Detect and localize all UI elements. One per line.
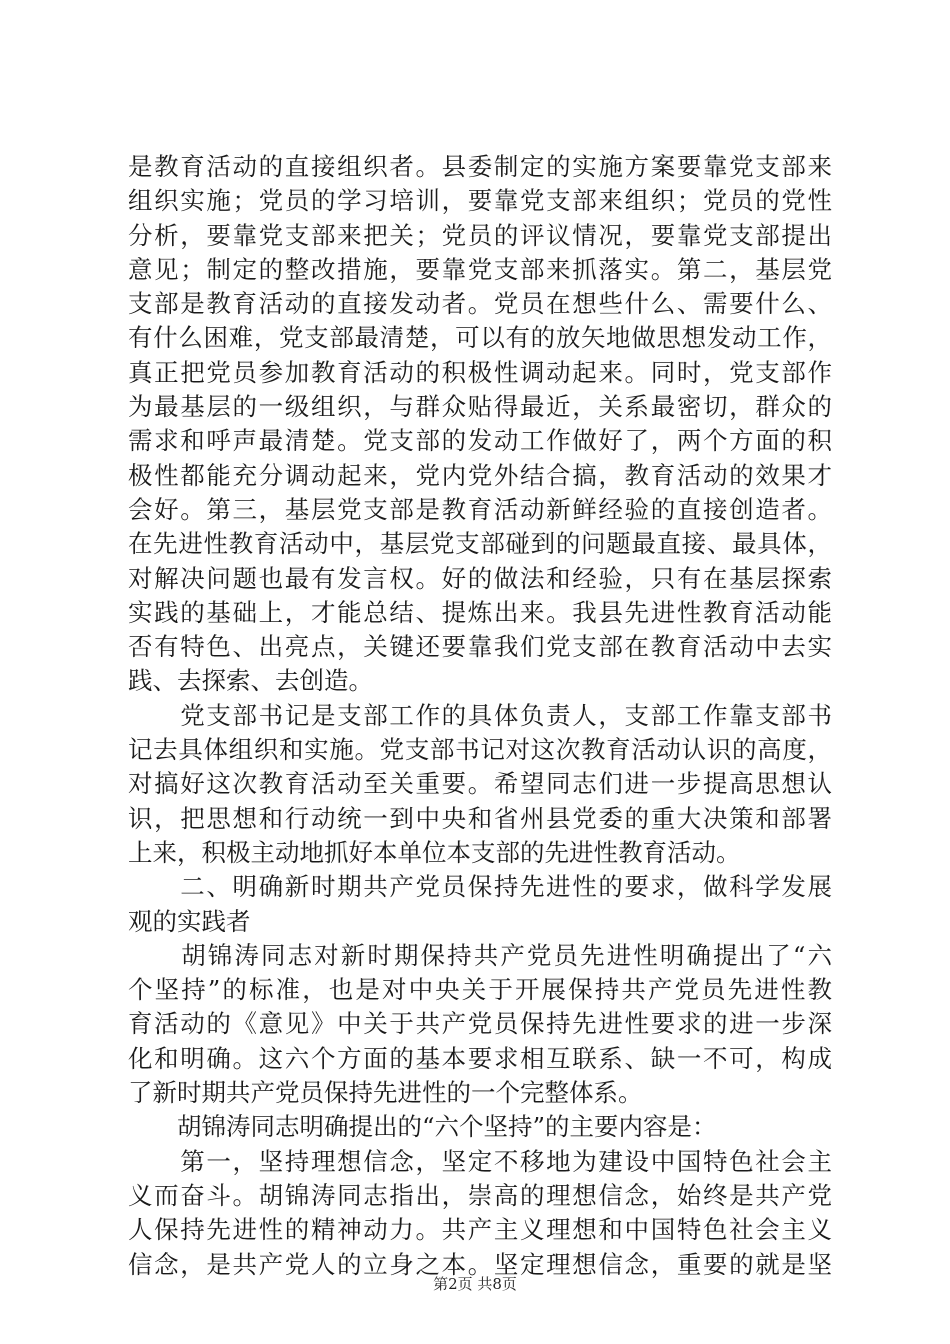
text-line: 分析，要靠党支部来把关；党员的评议情况，要靠党支部提出 [128, 220, 832, 250]
text-line: 识，把思想和行动统一到中央和省州县党委的重大决策和部署 [128, 803, 832, 833]
text-line: 会好。第三，基层党支部是教育活动新鲜经验的直接创造者。 [128, 494, 832, 524]
text-line: 对搞好这次教育活动至关重要。希望同志们进一步提高思想认 [128, 769, 832, 799]
text-line: 胡锦涛同志对新时期保持共产党员先进性明确提出了“六 [128, 940, 832, 970]
text-line: 对解决问题也最有发言权。好的做法和经验，只有在基层探索 [128, 563, 832, 593]
text-line: 实践的基础上，才能总结、提炼出来。我县先进性教育活动能 [128, 597, 832, 627]
text-line: 人保持先进性的精神动力。共产主义理想和中国特色社会主义 [128, 1215, 832, 1245]
text-line: 上来，积极主动地抓好本单位本支部的先进性教育活动。 [128, 837, 741, 867]
text-line: 胡锦涛同志明确提出的“六个坚持”的主要内容是： [128, 1112, 717, 1142]
text-line: 了新时期共产党员保持先进性的一个完整体系。 [128, 1078, 643, 1108]
text-line: 记去具体组织和实施。党支部书记对这次教育活动认识的高度， [128, 735, 832, 765]
text-line: 组织实施；党员的学习培训，要靠党支部来组织；党员的党性 [128, 186, 832, 216]
text-line: 党支部书记是支部工作的具体负责人，支部工作靠支部书 [128, 700, 832, 730]
text-line: 践、去探索、去创造。 [128, 666, 373, 696]
text-line: 为最基层的一级组织，与群众贴得最近，关系最密切，群众的 [128, 392, 832, 422]
text-line: 个坚持”的标准，也是对中央关于开展保持共产党员先进性教 [128, 975, 832, 1005]
text-line: 真正把党员参加教育活动的积极性调动起来。同时，党支部作 [128, 357, 832, 387]
text-line: 极性都能充分调动起来，党内党外结合搞，教育活动的效果才 [128, 460, 832, 490]
text-line: 观的实践者 [128, 906, 251, 936]
text-line: 信念，是共产党人的立身之本。坚定理想信念，重要的就是坚 [128, 1249, 832, 1279]
text-line: 是教育活动的直接组织者。县委制定的实施方案要靠党支部来 [128, 152, 832, 181]
text-line: 意见；制定的整改措施，要靠党支部来抓落实。第二，基层党 [128, 254, 832, 284]
text-line: 第一，坚持理想信念，坚定不移地为建设中国特色社会主 [128, 1146, 832, 1176]
text-line: 在先进性教育活动中，基层党支部碰到的问题最直接、最具体， [128, 529, 832, 559]
text-line: 有什么困难，党支部最清楚，可以有的放矢地做思想发动工作， [128, 323, 832, 353]
body-text [128, 150, 832, 1282]
text-line: 二、明确新时期共产党员保持先进性的要求，做科学发展 [128, 872, 832, 902]
page-footer: 第2页 共8页 [433, 1275, 517, 1293]
text-line: 化和明确。这六个方面的基本要求相互联系、缺一不可，构成 [128, 1043, 832, 1073]
text-line: 否有特色、出亮点，关键还要靠我们党支部在教育活动中去实 [128, 632, 832, 662]
text-line: 需求和呼声最清楚。党支部的发动工作做好了，两个方面的积 [128, 426, 832, 456]
text-line: 育活动的《意见》中关于共产党员保持先进性要求的进一步深 [128, 1009, 832, 1039]
text-line: 支部是教育活动的直接发动者。党员在想些什么、需要什么、 [128, 289, 832, 319]
text-line: 义而奋斗。胡锦涛同志指出，崇高的理想信念，始终是共产党 [128, 1180, 832, 1210]
